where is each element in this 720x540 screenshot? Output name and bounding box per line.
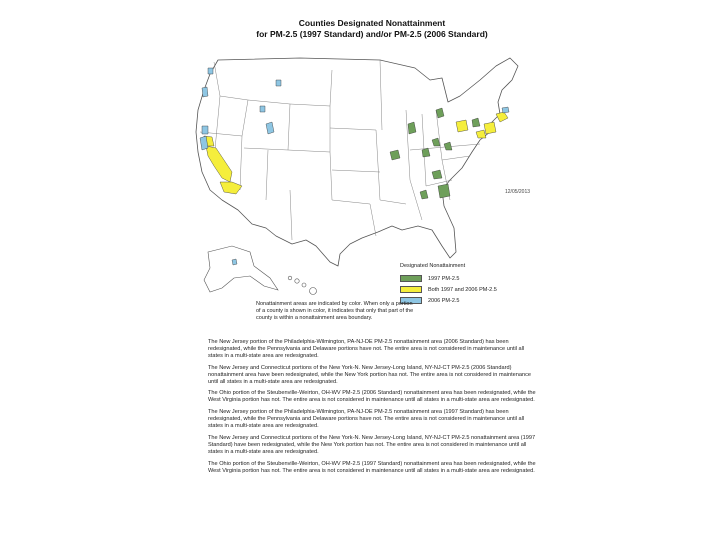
map-date: 12/05/2013 [505, 189, 531, 195]
area-st-louis [390, 150, 400, 160]
footnote-paragraph: The New Jersey and Connecticut portions of the New York-N. New Jersey-Long Island, NY-NJ-CT PM-2.5 nonattainment area (1997 Standard) have been redesignated, while the New York portion has not. The entire area is not considered in maintenance until all states in a multi-state area are redesignated. [208, 434, 536, 455]
area-philadelphia [484, 122, 496, 134]
map-title [252, 18, 492, 40]
footnote-paragraph: The New Jersey portion of the Philadelphia-Wilmington, PA-NJ-DE PM-2.5 nonattainment area (2006 Standard) has been redesignated, while the Pennsylvania and Delaware portions have not. The entire area is not considered in maintenance until all states in a multi-state area are redesignated. [208, 339, 525, 359]
alaska [204, 246, 278, 292]
legend-title: Designated Nonattainment [400, 263, 466, 269]
area-idaho [260, 106, 265, 112]
area-alaska-fairbanks [232, 259, 237, 265]
legend-swatch-both [400, 286, 422, 293]
map-title-line1: Counties Designated Nonattainment [298, 18, 446, 28]
footnotes [208, 339, 538, 480]
area-tacoma [208, 68, 213, 74]
legend [400, 263, 497, 306]
legend-swatch-1997 [400, 275, 422, 282]
footnote-paragraph: The Ohio portion of the Steubenville-Weirton, OH-WV PM-2.5 (2006 Standard) nonattainment area has been redesignated, while the West Virginia portion has not. The entire area is not considered in maintenance until all states in a multi-state area are redesignated. [208, 390, 536, 404]
area-chico [202, 126, 208, 134]
legend-label-2006: 2006 PM-2.5 [428, 297, 460, 304]
footnote-paragraph: The New Jersey and Connecticut portions of the New York-N. New Jersey-Long Island, NY-NJ-CT PM-2.5 (2006 Standard) nonattainment area have been redesignated, while the New York portion has not. The entire area is not considered in maintenance until all states in a multi-state area are redesignated. [208, 364, 531, 385]
legend-item [400, 273, 497, 284]
legend-label-both: Both 1997 and 2006 PM-2.5 [428, 286, 497, 293]
color-note: Nonattainment areas are indicated by color. When only a portion of a county is shown in color, it indicates that only that part of the county is within a nonattainment area boundary. [256, 301, 414, 321]
area-new-york [496, 112, 508, 122]
hawaii [288, 276, 316, 294]
area-oregon [202, 87, 208, 97]
footnote-paragraph: The Ohio portion of the Steubenville-Weirton, OH-WV PM-2.5 (1997 Standard) nonattainment area has been redesignated, while the West Virginia portion has not. The entire area is not considered in maintenance until all states in a multi-state area are redesignated. [208, 460, 536, 474]
area-atlanta [438, 184, 450, 198]
area-montana [276, 80, 281, 86]
legend-label-1997: 1997 PM-2.5 [428, 275, 460, 282]
map-title-line2: for PM-2.5 (1997 Standard) and/or PM-2.5 (2006 Standard) [256, 29, 488, 39]
legend-item [400, 284, 497, 295]
area-new-haven [502, 107, 509, 113]
footnote-paragraph: The New Jersey portion of the Philadelphia-Wilmington, PA-NJ-DE PM-2.5 nonattainment area (1997 Standard) has been redesignated, while the Pennsylvania and Delaware portions have not. The entire area is not considered in maintenance until all states in a multi-state area are redesignated. [208, 409, 525, 430]
area-pittsburgh [456, 120, 468, 132]
us-outline [196, 58, 518, 266]
